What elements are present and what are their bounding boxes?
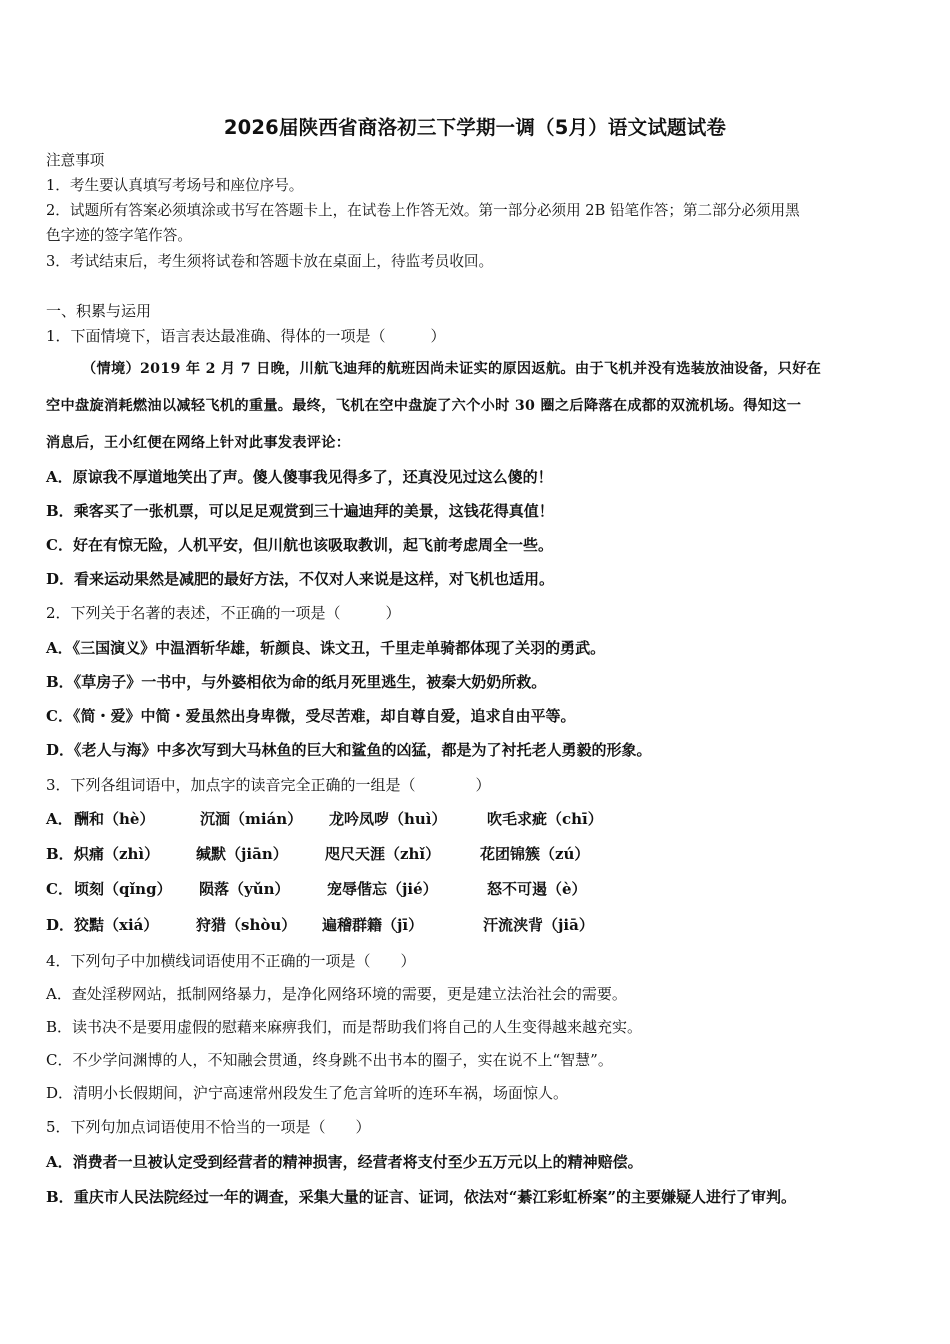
option-label: A． bbox=[46, 810, 73, 828]
option-text: 原谅我不厚道地笑出了声。傻人傻事我见得多了，还真没见过这么傻的！ bbox=[72, 468, 553, 486]
option-text: 《草房子》一书中，与外婆相依为命的纸月死里逃生，被秦大奶奶所救。 bbox=[73, 673, 547, 691]
option-label: A． bbox=[46, 985, 72, 1003]
q4-stem: 4．下列句子中加横线词语使用不正确的一项是（ ） bbox=[46, 952, 416, 970]
option-label: A． bbox=[46, 639, 73, 657]
word-item: 怒不可遏（è） bbox=[487, 880, 587, 898]
option-label: B． bbox=[46, 502, 74, 520]
option-text: 《三国演义》中温酒斩华雄，斩颜良、诛文丑，千里走单骑都体现了关羽的勇武。 bbox=[72, 639, 606, 657]
option-text: 好在有惊无险，人机平安，但川航也该吸取教训，起飞前考虑周全一些。 bbox=[72, 536, 553, 554]
word-item: 汗流浃背（jiā） bbox=[483, 916, 594, 934]
q1-option-b bbox=[46, 501, 554, 521]
word-item: 炽痛（zhì） bbox=[74, 845, 160, 863]
q1-context-line: 空中盘旋消耗燃油以减轻飞机的重量。最终，飞机在空中盘旋了六个小时 30 圈之后降落在成都的双流机场。得知这一 bbox=[46, 398, 802, 414]
option-label: C． bbox=[46, 1051, 73, 1069]
q4-option-a bbox=[46, 984, 627, 1004]
option-label: B． bbox=[46, 1018, 73, 1036]
word-item: 缄默（jiān） bbox=[196, 845, 288, 863]
q1-context-line: （情境）2019 年 2 月 7 日晚，川航飞迪拜的航班因尚未证实的原因返航。由于飞机并没有选装放油设备，只好在 bbox=[82, 361, 822, 377]
option-label: B． bbox=[46, 845, 74, 863]
q4-option-c bbox=[46, 1050, 613, 1070]
option-text: 查处淫秽网站，抵制网络暴力，是净化网络环境的需要，更是建立法治社会的需要。 bbox=[71, 985, 627, 1003]
option-text: 不少学问渊博的人，不知融会贯通，终身跳不出书本的圈子，实在说不上“智慧”。 bbox=[72, 1051, 613, 1069]
q4-option-d bbox=[46, 1083, 568, 1103]
word-item: 咫尺天涯（zhǐ） bbox=[325, 845, 441, 863]
exam-title: 2026届陕西省商洛初三下学期一调（5月）语文试题试卷 bbox=[223, 116, 727, 139]
option-text: 消费者一旦被认定受到经营者的精神损害，经营者将支付至少五万元以上的精神赔偿。 bbox=[72, 1153, 643, 1171]
q2-option-b bbox=[46, 672, 546, 692]
notes-item: 1．考生要认真填写考场号和座位序号。 bbox=[46, 177, 304, 194]
word-item: 遍稽群籍（jī） bbox=[322, 916, 424, 934]
notes-heading: 注意事项 bbox=[46, 152, 105, 169]
q1-option-c bbox=[46, 535, 553, 555]
q1-option-d bbox=[46, 569, 554, 589]
word-item: 陨落（yǔn） bbox=[199, 880, 290, 898]
option-text: 清明小长假期间，沪宁高速常州段发生了危言耸听的连环车祸，场面惊人。 bbox=[73, 1084, 569, 1102]
option-text: 看来运动果然是减肥的最好方法，不仅对人来说是这样，对飞机也适用。 bbox=[74, 570, 555, 588]
word-item: 沉湎（mián） bbox=[200, 810, 303, 828]
notes-item: 3．考试结束后，考生须将试卷和答题卡放在桌面上，待监考员收回。 bbox=[46, 253, 494, 270]
word-item: 酬和（hè） bbox=[74, 810, 155, 828]
option-text: 《老人与海》中多次写到大马林鱼的巨大和鲨鱼的凶猛，都是为了衬托老人勇毅的形象。 bbox=[74, 741, 652, 759]
option-text: 重庆市人民法院经过一年的调查，采集大量的证言、证词，依法对“綦江彩虹桥案”的主要嫌疑人进行了审判。 bbox=[73, 1188, 796, 1206]
option-label: C． bbox=[46, 707, 73, 725]
word-item: 龙吟凤哕（huì） bbox=[329, 810, 447, 828]
q5-option-b bbox=[46, 1187, 796, 1207]
word-item: 花团锦簇（zú） bbox=[480, 845, 590, 863]
q3-stem: 3．下列各组词语中，加点字的读音完全正确的一组是（ ） bbox=[46, 776, 491, 794]
word-item: 顷刻（qǐng） bbox=[74, 880, 172, 898]
q1-option-a bbox=[46, 467, 553, 487]
option-text: 《简・爱》中简・爱虽然出身卑微，受尽苦难，却自尊自爱，追求自由平等。 bbox=[72, 707, 576, 725]
option-text: 读书决不是要用虚假的慰藉来麻痹我们，而是帮助我们将自己的人生变得越来越充实。 bbox=[72, 1018, 643, 1036]
q1-stem: 1．下面情境下，语言表达最准确、得体的一项是（ ） bbox=[46, 327, 446, 345]
word-item: 狩猎（shòu） bbox=[196, 916, 297, 934]
q5-stem: 5．下列句加点词语使用不恰当的一项是（ ） bbox=[46, 1118, 371, 1136]
q5-option-a bbox=[46, 1152, 643, 1172]
option-label: C． bbox=[46, 536, 73, 554]
option-label: A． bbox=[46, 468, 73, 486]
option-label: D． bbox=[46, 570, 75, 588]
notes-item: 色字迹的签字笔作答。 bbox=[46, 227, 192, 244]
option-label: D． bbox=[46, 741, 75, 759]
section-heading: 一、积累与运用 bbox=[46, 302, 152, 320]
q2-option-c bbox=[46, 706, 575, 726]
word-item: 宠辱偕忘（jié） bbox=[327, 880, 438, 898]
option-label: D． bbox=[46, 916, 75, 934]
notes-item: 2．试题所有答案必须填涂或书写在答题卡上，在试卷上作答无效。第一部分必须用 2B 铅笔作答；第二部分必须用黑 bbox=[46, 202, 800, 219]
option-text: 乘客买了一张机票，可以足足观赏到三十遍迪拜的美景，这钱花得真值！ bbox=[73, 502, 554, 520]
q1-context-line: 消息后，王小红便在网络上针对此事发表评论： bbox=[46, 435, 351, 451]
option-label: D． bbox=[46, 1084, 74, 1102]
option-label: A． bbox=[46, 1153, 73, 1171]
q2-option-a bbox=[46, 638, 605, 658]
q2-option-d bbox=[46, 740, 652, 760]
q2-stem: 2．下列关于名著的表述，不正确的一项是（ ） bbox=[46, 604, 401, 622]
word-item: 狡黠（xiá） bbox=[74, 916, 159, 934]
option-label: B． bbox=[46, 1188, 74, 1206]
option-label: B． bbox=[46, 673, 74, 691]
option-label: C． bbox=[46, 880, 73, 898]
word-item: 吹毛求疵（chī） bbox=[487, 810, 603, 828]
q4-option-b bbox=[46, 1017, 642, 1037]
